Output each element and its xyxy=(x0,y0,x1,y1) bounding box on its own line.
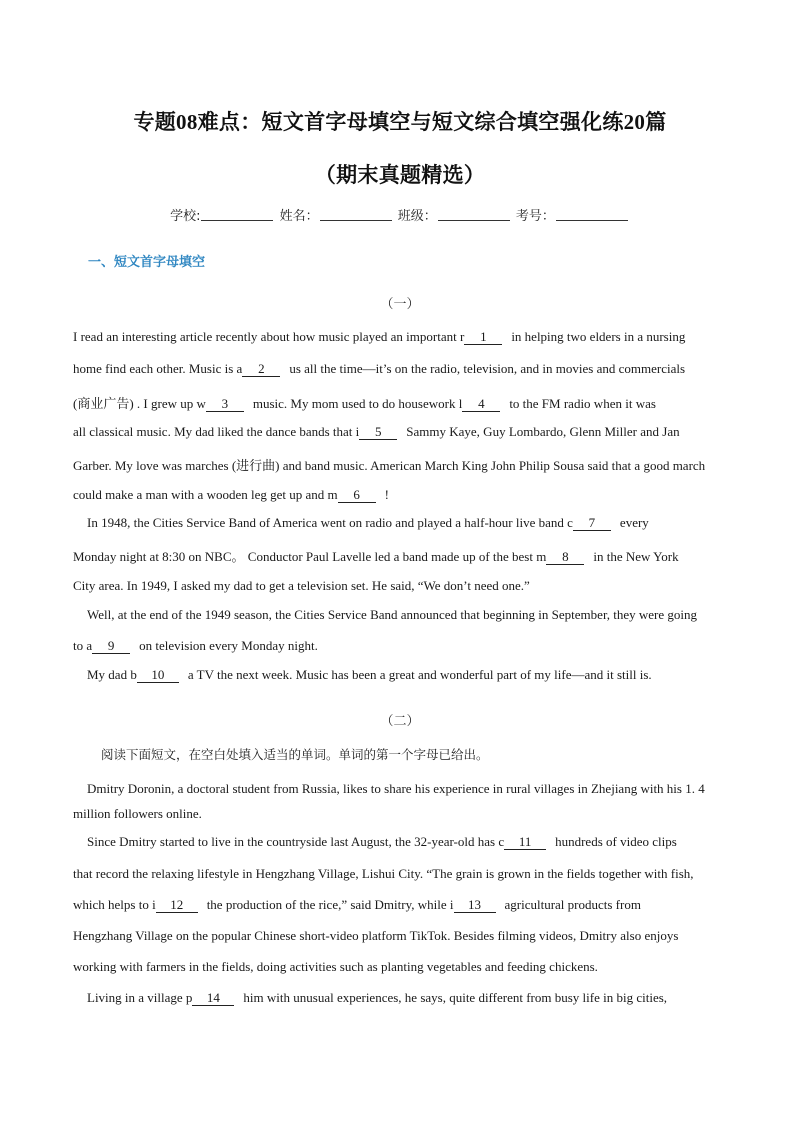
passage-2-line xyxy=(87,990,747,1006)
answer-blank[interactable]: 1 xyxy=(464,330,502,345)
passage-text: a TV the next week. Music has been a great and wonderful part of my life—and it still is. xyxy=(187,667,652,682)
passage-text: In 1948, the Cities Service Band of America went on radio and played a half-hour live band c xyxy=(87,515,573,530)
passage-1-line xyxy=(73,546,733,565)
answer-blank[interactable]: 4 xyxy=(462,397,500,412)
answer-blank[interactable]: 10 xyxy=(137,668,179,683)
passage-text: hundreds of video clips xyxy=(555,834,677,849)
passage-1-line xyxy=(73,329,733,345)
passage-text: all classical music. My dad liked the dance bands that i xyxy=(73,424,360,439)
passage-text: Monday night at 8:30 on NBC。 Conductor Paul Lavelle led a band made up of the best m xyxy=(73,549,547,564)
passage-1-line xyxy=(73,361,733,377)
passage-text: Hengzhang Village on the popular Chinese short-video platform TikTok. Besides filming videos, Dmitry also enjoys xyxy=(73,928,679,943)
passage-1-line xyxy=(87,667,747,683)
student-info-row xyxy=(0,205,800,224)
page-subtitle: （期末真题精选） xyxy=(314,163,486,187)
passage-2-line xyxy=(73,959,733,975)
passage-text: that record the relaxing lifestyle in Hengzhang Village, Lishui City. “The grain is grown in the fields together with fish, xyxy=(73,866,694,881)
passage-1-line xyxy=(73,578,733,594)
answer-blank[interactable]: 3 xyxy=(206,397,244,412)
passage-text: which helps to i xyxy=(73,897,156,912)
answer-blank[interactable]: 6 xyxy=(338,488,376,503)
answer-blank[interactable]: 2 xyxy=(242,362,280,377)
passage-text: on television every Monday night. xyxy=(139,638,318,653)
passage-1-label: （一） xyxy=(380,297,420,312)
passage-text: agricultural products from xyxy=(504,897,641,912)
passage-1-line xyxy=(73,455,733,474)
school-blank[interactable] xyxy=(201,208,273,221)
answer-blank[interactable]: 9 xyxy=(92,639,130,654)
passage-text: My dad b xyxy=(87,667,137,682)
passage-2-label: （二） xyxy=(380,714,420,729)
passage-2-line xyxy=(87,781,747,797)
passage-text: (商业广告) . I grew up w xyxy=(73,396,206,411)
answer-blank[interactable]: 5 xyxy=(359,425,397,440)
passage-1-line xyxy=(73,638,733,654)
passage-text: City area. In 1949, I asked my dad to get a television set. He said, “We don’t need one.” xyxy=(73,578,530,593)
passage-1-line xyxy=(87,607,747,623)
answer-blank[interactable]: 12 xyxy=(156,898,198,913)
passage-text: Living in a village p xyxy=(87,990,193,1005)
section-heading: 一、短文首字母填空 xyxy=(88,255,206,270)
passage-text: could make a man with a wooden leg get up and m xyxy=(73,487,338,502)
passage-2-instruction: 阅读下面短文，在空白处填入适当的单词。单词的第一个字母已给出。 xyxy=(101,747,489,762)
name-label: 姓名： xyxy=(279,209,319,224)
passage-text: I read an interesting article recently about how music played an important r xyxy=(73,329,465,344)
passage-2-line xyxy=(73,806,733,822)
passage-text: home find each other. Music is a xyxy=(73,361,243,376)
passage-text: to a xyxy=(73,638,93,653)
name-blank[interactable] xyxy=(320,208,392,221)
passage-text: Dmitry Doronin, a doctoral student from Russia, likes to share his experience in rural villages in Zhejiang with his 1. 4 xyxy=(87,781,705,796)
passage-text: every xyxy=(619,515,649,530)
passage-text: Well, at the end of the 1949 season, the Cities Service Band announced that beginning in September, they were going xyxy=(87,607,697,622)
passage-text: to the FM radio when it was xyxy=(509,396,656,411)
page-title: 专题08难点：短文首字母填空与短文综合填空强化练20篇 xyxy=(133,110,667,134)
passage-text: music. My mom used to do housework l xyxy=(252,396,463,411)
answer-blank[interactable]: 11 xyxy=(504,835,546,850)
answer-blank[interactable]: 14 xyxy=(192,991,234,1006)
passage-text: ! xyxy=(384,487,389,502)
passage-text: the production of the rice,” said Dmitry, while i xyxy=(206,897,454,912)
number-label: 考号： xyxy=(515,209,555,224)
class-label: 班级： xyxy=(397,209,437,224)
passage-text: him with unusual experiences, he says, quite different from busy life in big cities, xyxy=(243,990,668,1005)
passage-text: working with farmers in the fields, doing activities such as planting vegetables and feeding chickens. xyxy=(73,959,598,974)
school-label: 学校: xyxy=(170,209,201,224)
passage-text: us all the time—it’s on the radio, television, and in movies and commercials xyxy=(289,361,686,376)
passage-text: million followers online. xyxy=(73,806,202,821)
answer-blank[interactable]: 13 xyxy=(454,898,496,913)
answer-blank[interactable]: 8 xyxy=(546,550,584,565)
number-blank[interactable] xyxy=(556,208,628,221)
passage-1-line xyxy=(73,487,733,503)
passage-1-line xyxy=(73,424,733,440)
passage-2-line xyxy=(73,866,733,882)
passage-2-line xyxy=(73,897,733,913)
passage-1-line xyxy=(73,393,733,412)
passage-2-line xyxy=(73,928,733,944)
answer-blank[interactable]: 7 xyxy=(573,516,611,531)
passage-text: in helping two elders in a nursing xyxy=(511,329,686,344)
passage-text: Since Dmitry started to live in the countryside last August, the 32-year-old has c xyxy=(87,834,505,849)
passage-text: Garber. My love was marches (进行曲) and band music. American March King John Philip Sousa said that a good march xyxy=(73,458,706,473)
passage-text: Sammy Kaye, Guy Lombardo, Glenn Miller and Jan xyxy=(406,424,680,439)
passage-1-line xyxy=(87,515,747,531)
passage-text: in the New York xyxy=(593,549,679,564)
class-blank[interactable] xyxy=(438,208,510,221)
passage-2-line xyxy=(87,834,747,850)
